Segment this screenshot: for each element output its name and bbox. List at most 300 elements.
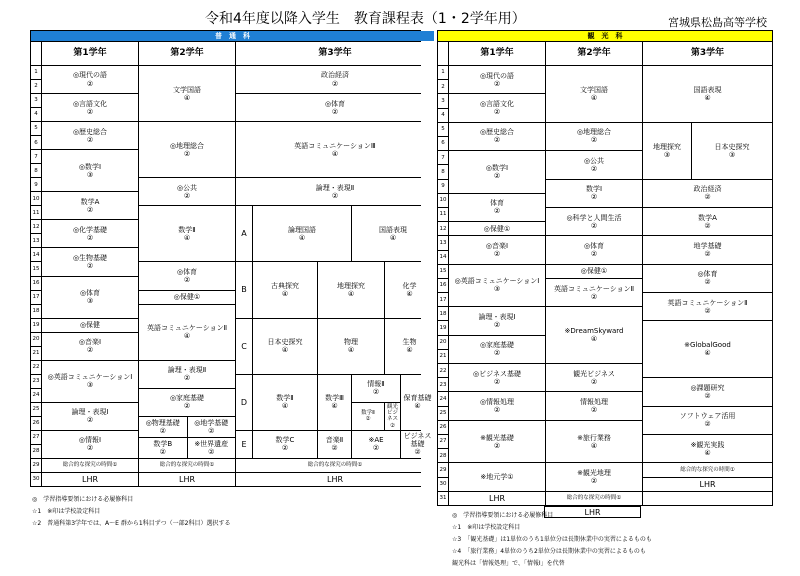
row-number: 12 — [438, 222, 448, 235]
elective-group-label: E — [236, 431, 252, 458]
subject-cell — [352, 431, 400, 458]
subject-cell — [139, 66, 235, 121]
subject-cell — [643, 265, 772, 292]
subject-name: 総合的な探究の時間 — [307, 462, 358, 469]
subject-credits: ④ — [281, 290, 289, 299]
subject-credits: ② — [590, 292, 598, 301]
subject-credits: ② — [159, 426, 166, 435]
subject-credits: ④ — [590, 93, 598, 102]
row-number: 5 — [438, 123, 448, 136]
subject-credits: ② — [590, 477, 598, 486]
note-line: 観光科は「情報処理」で、「情報Ⅰ」を代替 — [452, 560, 565, 567]
elective-group-label: B — [236, 262, 252, 317]
subject-credits: ② — [493, 349, 501, 358]
subject-credits: ② — [493, 171, 501, 180]
tourism-course-header: 観 光 科 — [438, 31, 772, 41]
subject-cell — [42, 403, 138, 430]
general-notes — [32, 494, 230, 530]
subject-name: 観光ビジネス — [573, 369, 615, 378]
subject-cell — [139, 262, 235, 289]
subject-cell — [318, 319, 384, 374]
subject-cell — [385, 403, 400, 430]
lhr-cell: LHR — [643, 478, 772, 491]
subject-credits: ② — [183, 275, 191, 284]
subject-cell — [253, 431, 317, 458]
y2-split-right — [188, 417, 236, 458]
row-number: 29 — [31, 459, 41, 472]
subject-name: 日本史探究 — [267, 338, 303, 347]
subject-credits: ② — [331, 79, 339, 88]
subject-cell — [643, 321, 772, 377]
row-number: 9 — [31, 178, 41, 191]
y2-split-cell — [139, 417, 235, 458]
subject-credits: ④ — [183, 233, 191, 242]
elective-group-label: A — [236, 206, 252, 261]
integrated-study-cell — [236, 459, 434, 472]
subject-name: ◎家庭基礎 — [479, 341, 515, 350]
subject-cell — [449, 194, 545, 221]
subject-credits: ② — [590, 193, 598, 202]
subject-credits: ② — [704, 306, 711, 315]
subject-name: 論理・表現Ⅱ — [167, 366, 207, 375]
lhr-cell: LHR — [139, 473, 235, 486]
row-number: 18 — [438, 307, 448, 320]
subject-name: 数学B — [153, 439, 173, 448]
note-line: ☆1 ※印は学校設定科目 — [32, 508, 101, 515]
subject-cell — [42, 66, 138, 93]
subject-credits: ② — [86, 416, 94, 425]
subject-name: 観光ビジネス — [386, 403, 398, 423]
subject-name: ビジネス基礎 — [403, 432, 432, 449]
integrated-study-cell — [546, 492, 642, 505]
subject-cell — [236, 178, 434, 205]
general-course-header: 普 通 科 — [31, 31, 434, 41]
row-number: 8 — [31, 164, 41, 177]
subject-name: ◎情報処理 — [479, 398, 515, 407]
subject-cell — [42, 333, 138, 360]
subject-cell — [643, 407, 772, 434]
subject-name: ◎英語コミュニケーションⅠ — [47, 373, 133, 382]
subject-name: 数学Ⅱ — [276, 394, 294, 403]
subject-name: ◎保健 — [580, 267, 601, 276]
row-number: 28 — [31, 445, 41, 458]
row-number: 13 — [31, 234, 41, 247]
row-number: 18 — [31, 305, 41, 318]
subject-credits: ② — [86, 444, 94, 453]
row-number: 1 — [438, 66, 448, 79]
subject-name: ※地元学 — [480, 473, 508, 482]
subject-name: ◎地理総合 — [169, 141, 205, 150]
row-number: 13 — [438, 236, 448, 249]
subject-name: 古典探究 — [271, 281, 299, 290]
subject-cell — [449, 364, 545, 391]
row-number: 4 — [31, 108, 41, 121]
subject-name: ◎科学と人間生活 — [566, 213, 622, 222]
y2-split-left — [139, 417, 187, 458]
subject-credits: ① — [729, 466, 735, 473]
subject-credits: ② — [331, 444, 338, 453]
row-number: 25 — [438, 407, 448, 420]
subject-name: 英語コミュニケーションⅡ — [146, 324, 228, 333]
subject-cell — [139, 361, 235, 388]
subject-cell — [449, 307, 545, 334]
subject-name: ◎体育 — [176, 267, 198, 276]
subject-credits: ④ — [590, 335, 598, 344]
subject-name: ◎言語文化 — [72, 99, 108, 108]
note-line: ◎ 学習指導要領における必履修科目 — [452, 512, 554, 519]
lhr-cell: LHR — [449, 492, 545, 505]
integrated-study-cell — [643, 463, 772, 476]
row-number: 5 — [31, 122, 41, 135]
subject-name: 政治経済 — [693, 185, 722, 194]
subject-credits: ④ — [704, 93, 711, 102]
subject-cell — [42, 431, 138, 458]
subject-cell — [643, 180, 772, 207]
subject-credits: ② — [590, 221, 598, 230]
subject-credits: ① — [503, 224, 511, 233]
subject-credits: ② — [86, 135, 94, 144]
subject-name: ◎公共 — [176, 183, 198, 192]
subject-cell — [139, 122, 235, 177]
subject-cell — [546, 265, 642, 278]
subject-cell — [401, 375, 434, 430]
subject-name: ◎数学Ⅰ — [78, 162, 102, 171]
subject-cell — [253, 375, 317, 430]
subject-cell — [139, 438, 187, 458]
subject-cell — [546, 66, 642, 122]
subject-name: ◎数学Ⅰ — [485, 163, 509, 172]
subject-credits: ④ — [183, 93, 191, 102]
subject-name: ◎体育 — [583, 241, 605, 250]
row-number: 31 — [438, 492, 448, 505]
subject-credits: ④ — [406, 290, 413, 299]
subject-cell — [318, 375, 351, 430]
subject-name: 政治経済 — [321, 71, 349, 80]
subject-credits: ③ — [86, 297, 94, 306]
row-number: 30 — [438, 478, 448, 491]
subject-cell — [546, 463, 642, 490]
subject-cell — [692, 123, 772, 179]
subject-cell — [643, 378, 772, 405]
subject-credits: ④ — [590, 441, 598, 450]
subject-credits: ④ — [331, 149, 339, 158]
subject-name: ◎保健 — [79, 321, 101, 330]
header-spacer — [31, 42, 41, 65]
subject-credits: ② — [493, 207, 501, 216]
row-number: 4 — [438, 109, 448, 122]
subject-name: ◎公共 — [583, 156, 605, 165]
subject-name: ◎情報Ⅰ — [78, 436, 102, 445]
lhr-label: LHR — [584, 507, 601, 517]
subject-credits: ① — [209, 462, 215, 469]
subject-name: 論理国語 — [288, 225, 316, 234]
subject-credits: ① — [616, 495, 622, 502]
subject-name: 総合的な探究の時間 — [680, 466, 730, 473]
subject-credits: ④ — [298, 233, 306, 242]
subject-cell — [449, 236, 545, 263]
subject-credits: ② — [365, 416, 371, 423]
subject-name: ◎歴史総合 — [72, 127, 108, 136]
subject-credits: ③ — [86, 381, 94, 390]
subject-name: 英語コミュニケーションⅡ — [667, 298, 748, 307]
year-2-header: 第2学年 — [546, 42, 642, 65]
subject-name: 情報処理 — [580, 398, 608, 407]
subject-credits: ② — [493, 108, 501, 117]
subject-cell — [449, 94, 545, 121]
subject-cell — [546, 236, 642, 263]
year-1-header: 第1学年 — [449, 42, 545, 65]
subject-cell — [188, 417, 236, 437]
row-number: 29 — [438, 463, 448, 476]
subject-name: ◎ビジネス基礎 — [473, 369, 521, 378]
subject-cell — [546, 364, 642, 391]
subject-cell — [401, 431, 434, 458]
subject-credits: ② — [159, 447, 166, 456]
subject-cell — [352, 206, 434, 261]
subject-name: ※GlobalGood — [684, 341, 731, 350]
subject-credits: ③ — [86, 170, 94, 179]
subject-credits: ② — [704, 193, 711, 202]
subject-cell — [546, 208, 642, 235]
subject-cell — [42, 361, 138, 402]
subject-credits: ② — [183, 149, 191, 158]
row-number: 26 — [438, 421, 448, 434]
subject-credits: ② — [493, 406, 501, 415]
subject-cell — [449, 463, 545, 490]
note-line: ☆1 ※印は学校設定科目 — [452, 524, 521, 531]
subject-credits: ② — [414, 448, 421, 457]
subject-credits: ② — [183, 374, 191, 383]
subject-cell — [139, 417, 187, 437]
subject-name: ※観光基礎 — [480, 433, 514, 442]
subject-cell — [318, 431, 351, 458]
subject-cell — [236, 66, 434, 93]
school-name: 宮城県松島高等学校 — [668, 16, 767, 29]
subject-name: 音楽Ⅱ — [325, 436, 344, 445]
subject-credits: ④ — [704, 448, 711, 457]
subject-credits: ② — [590, 164, 598, 173]
subject-credits: ④ — [406, 346, 413, 355]
row-number: 15 — [31, 262, 41, 275]
subject-name: 論理・表現Ⅰ — [478, 312, 516, 321]
subject-credits: ② — [590, 136, 598, 145]
subject-credits: ④ — [281, 346, 289, 355]
lhr-cell: LHR — [236, 473, 434, 486]
subject-cell — [42, 277, 138, 318]
row-number: 14 — [31, 248, 41, 261]
subject-credits: ① — [193, 293, 201, 302]
subject-cell — [42, 192, 138, 219]
subject-cell — [139, 305, 235, 360]
subject-name: ◎保健 — [173, 293, 194, 302]
subject-cell — [42, 94, 138, 121]
row-number: 16 — [438, 279, 448, 292]
subject-credits: ② — [331, 107, 339, 116]
subject-credits: ④ — [389, 233, 397, 242]
subject-name: ※観光地理 — [577, 469, 611, 478]
subject-name: ソフトウェア活用 — [679, 412, 736, 421]
row-number: 20 — [438, 336, 448, 349]
subject-credits: ② — [704, 420, 711, 429]
row-number: 2 — [31, 80, 41, 93]
subject-credits: ② — [86, 205, 94, 214]
subject-cell — [449, 222, 545, 235]
subject-cell — [449, 123, 545, 150]
subject-name: ◎言語文化 — [479, 100, 515, 109]
subject-cell — [139, 178, 235, 205]
subject-cell — [643, 293, 772, 320]
subject-name: 物理 — [344, 338, 358, 347]
row-number: 28 — [438, 449, 448, 462]
subject-credits: ④ — [704, 349, 711, 358]
row-number: 6 — [438, 137, 448, 150]
subject-cell — [449, 421, 545, 463]
row-number: 22 — [438, 364, 448, 377]
subject-name: ◎音楽Ⅰ — [485, 241, 509, 250]
year-2-header: 第2学年 — [139, 42, 235, 65]
row-number: 27 — [31, 431, 41, 444]
subject-name: ◎地理総合 — [576, 128, 612, 137]
row-number: 15 — [438, 265, 448, 278]
subject-cell — [42, 319, 138, 332]
subject-name: 数学Ⅰ — [585, 185, 603, 194]
subject-credits: ② — [86, 346, 94, 355]
subject-credits: ③ — [493, 285, 501, 294]
subject-name: 数学C — [275, 436, 295, 445]
subject-credits: ② — [704, 391, 711, 400]
subject-cell — [352, 375, 400, 402]
subject-credits: ② — [704, 250, 711, 258]
subject-name: ◎体育 — [697, 270, 718, 279]
row-number: 10 — [438, 194, 448, 207]
subject-cell — [546, 123, 642, 150]
row-number: 27 — [438, 435, 448, 448]
subject-name: ◎化学基礎 — [72, 225, 108, 234]
subject-credits: ② — [372, 388, 380, 397]
subject-credits: ② — [590, 250, 598, 258]
subject-name: 総合的な探究の時間 — [62, 462, 113, 469]
subject-cell — [643, 123, 691, 179]
subject-name: ※AE — [368, 436, 384, 445]
row-number: 11 — [31, 206, 41, 219]
subject-cell — [42, 248, 138, 275]
subject-name: ◎現代の語 — [72, 71, 108, 80]
subject-credits: ① — [507, 473, 514, 482]
subject-name: ◎地学基礎 — [194, 418, 229, 427]
subject-name: 数学Ⅱ — [361, 410, 375, 417]
header-spacer — [438, 42, 448, 65]
subject-name: 英語コミュニケーションⅡ — [553, 284, 635, 293]
subject-credits: ② — [704, 221, 711, 230]
subject-credits: ② — [331, 191, 339, 200]
subject-cell — [546, 180, 642, 207]
subject-name: 数学Ⅱ — [178, 225, 196, 234]
note-line: ☆4 「旅行業務」4単位のうち2単位分は長期休業中の実習によるものも — [452, 548, 646, 555]
subject-name: 国語表現 — [693, 85, 722, 94]
general-course-table — [30, 30, 432, 487]
subject-name: ※観光実践 — [690, 440, 725, 449]
row-number: 3 — [31, 94, 41, 107]
subject-cell — [236, 94, 434, 121]
subject-name: ※DreamSkyward — [564, 327, 624, 336]
subject-name: 英語コミュニケーションⅢ — [294, 141, 376, 150]
subject-cell — [352, 403, 384, 430]
subject-name: 数学A — [698, 213, 717, 222]
empty-cell — [643, 492, 772, 505]
note-line: ☆2 普通科第3学年では、A～E 群から1科目ずつ（一部2科目）選択する — [32, 520, 231, 527]
subject-credits: ④ — [347, 346, 355, 355]
tourism-course-table — [437, 30, 773, 506]
subject-name: ※旅行業務 — [577, 433, 611, 442]
subject-cell — [253, 319, 317, 374]
year-1-header: 第1学年 — [42, 42, 138, 65]
subject-cell — [643, 208, 772, 235]
subject-credits: ② — [493, 320, 501, 329]
subject-credits: ④ — [414, 402, 421, 411]
subject-cell — [253, 206, 351, 261]
subject-credits: ② — [493, 79, 501, 88]
subject-credits: ② — [590, 377, 598, 386]
subject-name: ◎保健 — [483, 224, 504, 233]
subject-cell — [42, 150, 138, 191]
subject-name: ◎生物基礎 — [72, 253, 108, 262]
row-number: 19 — [438, 321, 448, 334]
subject-cell — [139, 291, 235, 304]
subject-credits: ② — [590, 406, 598, 415]
subject-credits: ② — [281, 444, 289, 453]
subject-name: 地理探究 — [653, 142, 681, 151]
row-number: 23 — [438, 378, 448, 391]
integrated-study-cell — [139, 459, 235, 472]
subject-credits: ② — [390, 422, 395, 429]
subject-credits: ② — [86, 233, 94, 242]
subject-cell — [449, 151, 545, 193]
row-number: 7 — [31, 150, 41, 163]
subject-name: 数学A — [80, 197, 100, 206]
subject-name: ◎体育 — [324, 99, 346, 108]
subject-cell — [42, 220, 138, 247]
row-number: 17 — [31, 291, 41, 304]
subject-credits: ④ — [331, 402, 338, 411]
subject-credits: ① — [600, 267, 608, 276]
subject-cell — [139, 389, 235, 416]
subject-credits: ② — [86, 79, 94, 88]
row-number: 10 — [31, 192, 41, 205]
row-number: 20 — [31, 333, 41, 346]
subject-cell — [42, 122, 138, 149]
subject-name: ◎英語コミュニケーションⅠ — [454, 277, 540, 286]
year-3-header: 第3学年 — [643, 42, 772, 65]
row-number: 26 — [31, 417, 41, 430]
subject-credits: ① — [357, 462, 363, 469]
row-number: 25 — [31, 403, 41, 416]
subject-cell — [546, 421, 642, 463]
subject-name: 国語表現 — [379, 225, 407, 234]
integrated-study-cell — [42, 459, 138, 472]
elective-group-label: C — [236, 319, 252, 374]
subject-cell — [449, 66, 545, 93]
subject-cell — [449, 392, 545, 419]
subject-credits: ② — [183, 191, 191, 200]
row-number: 7 — [438, 151, 448, 164]
row-number: 2 — [438, 80, 448, 93]
row-number: 9 — [438, 180, 448, 193]
row-number: 11 — [438, 208, 448, 221]
subject-credits: ② — [704, 278, 711, 287]
row-number: 24 — [31, 389, 41, 402]
note-line: ☆3 「観光基礎」は1単位のうち1単位分は長期休業中の実習によるものも — [452, 536, 652, 543]
subject-credits: ① — [112, 462, 118, 469]
